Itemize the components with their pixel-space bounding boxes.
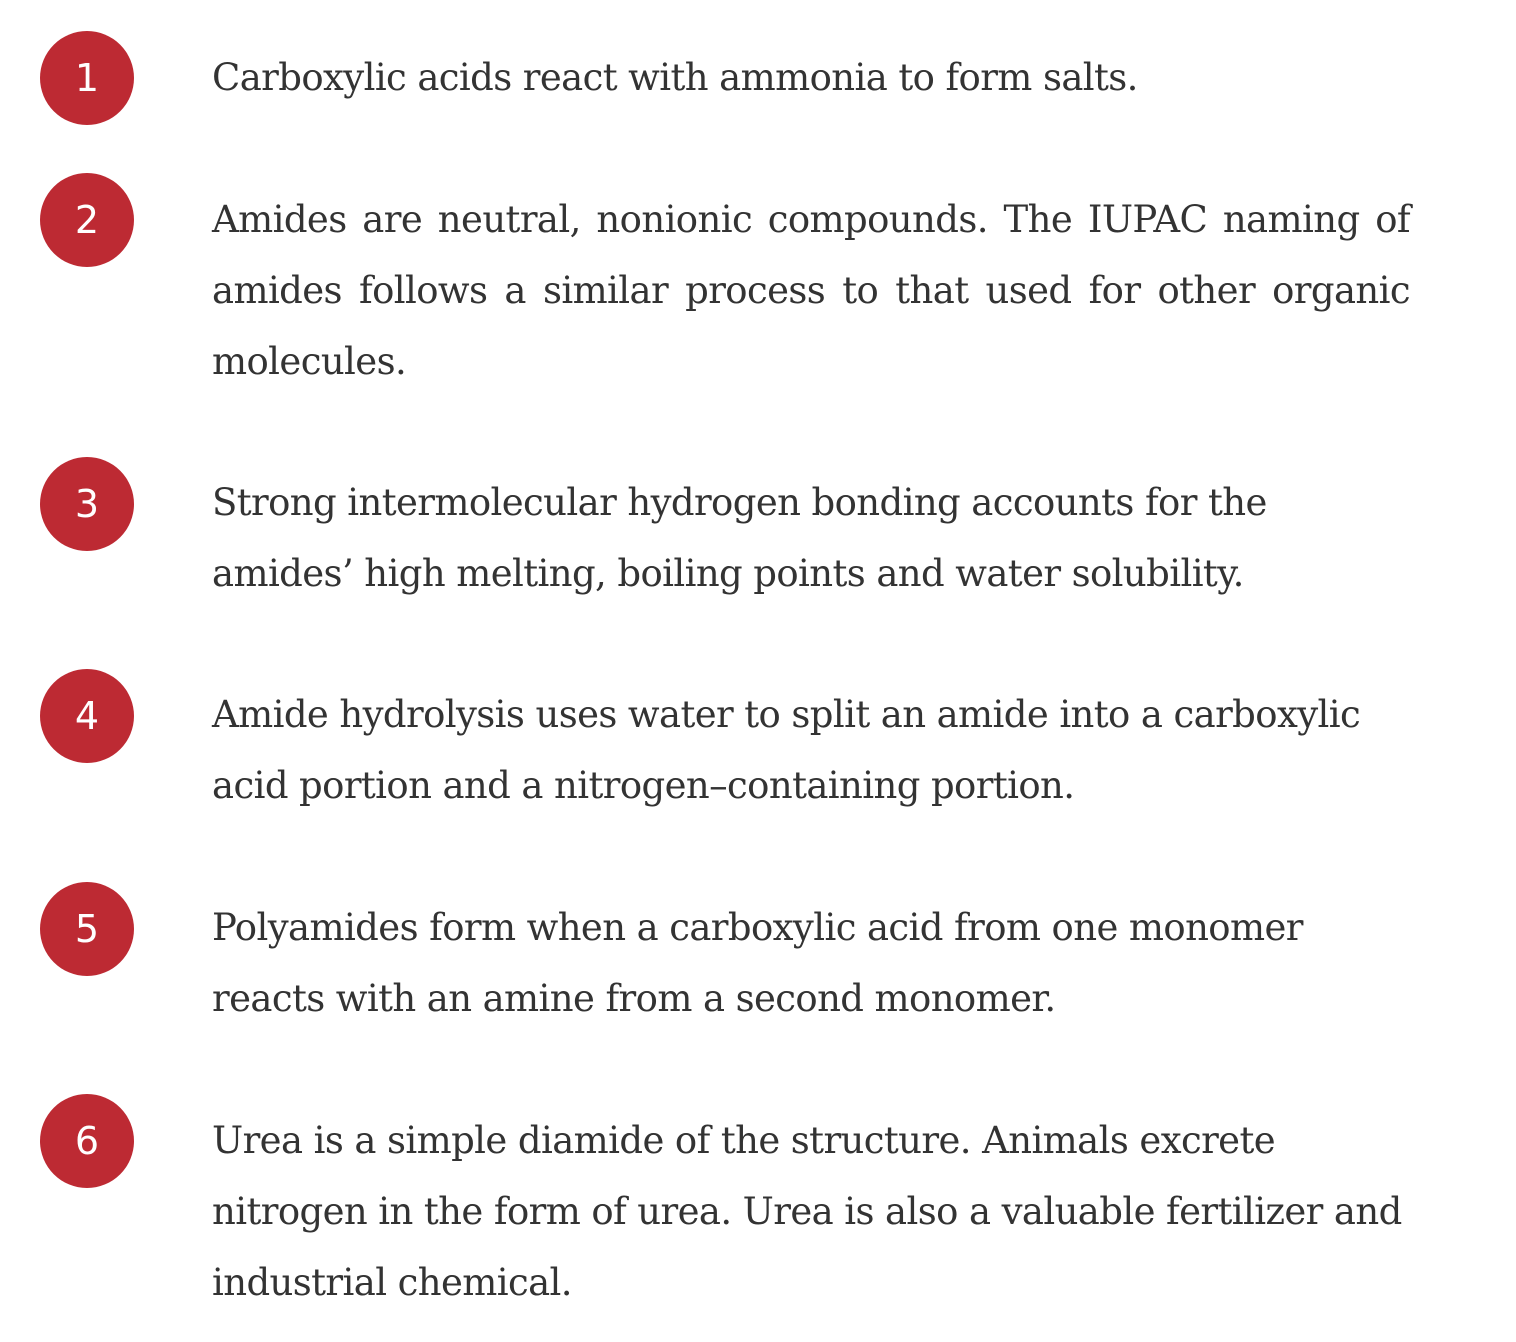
badge-number: 2 <box>74 198 100 242</box>
badge-number: 5 <box>74 907 100 951</box>
number-badge <box>40 669 134 763</box>
badge-number: 6 <box>74 1119 100 1163</box>
item-text: Polyamides form when a carboxylic acid from one monomer reacts with an amine from a second monomer. <box>212 906 1303 1020</box>
number-badge <box>40 457 134 551</box>
item-text: Urea is a simple diamide of the structure. Animals excrete nitrogen in the form of urea. Urea is also a valuable fertilizer and industrial chemical. <box>212 1119 1402 1304</box>
number-badge <box>40 882 134 976</box>
badge-number: 3 <box>74 482 100 526</box>
badge-number: 4 <box>74 694 100 738</box>
item-text: Strong intermolecular hydrogen bonding accounts for the amides’ high melting, boiling points and water solubility. <box>212 481 1267 595</box>
badge-number: 1 <box>74 56 100 100</box>
number-badge <box>40 1094 134 1188</box>
number-badge <box>40 31 134 125</box>
number-badge <box>40 173 134 267</box>
item-text: Carboxylic acids react with ammonia to form salts. <box>212 56 1138 99</box>
item-text: Amides are neutral, nonionic compounds. The IUPAC naming of amides follows a similar process to that used for other organic molecules. <box>212 198 1410 383</box>
item-text: Amide hydrolysis uses water to split an amide into a carboxylic acid portion and a nitrogen–containing portion. <box>212 693 1361 807</box>
